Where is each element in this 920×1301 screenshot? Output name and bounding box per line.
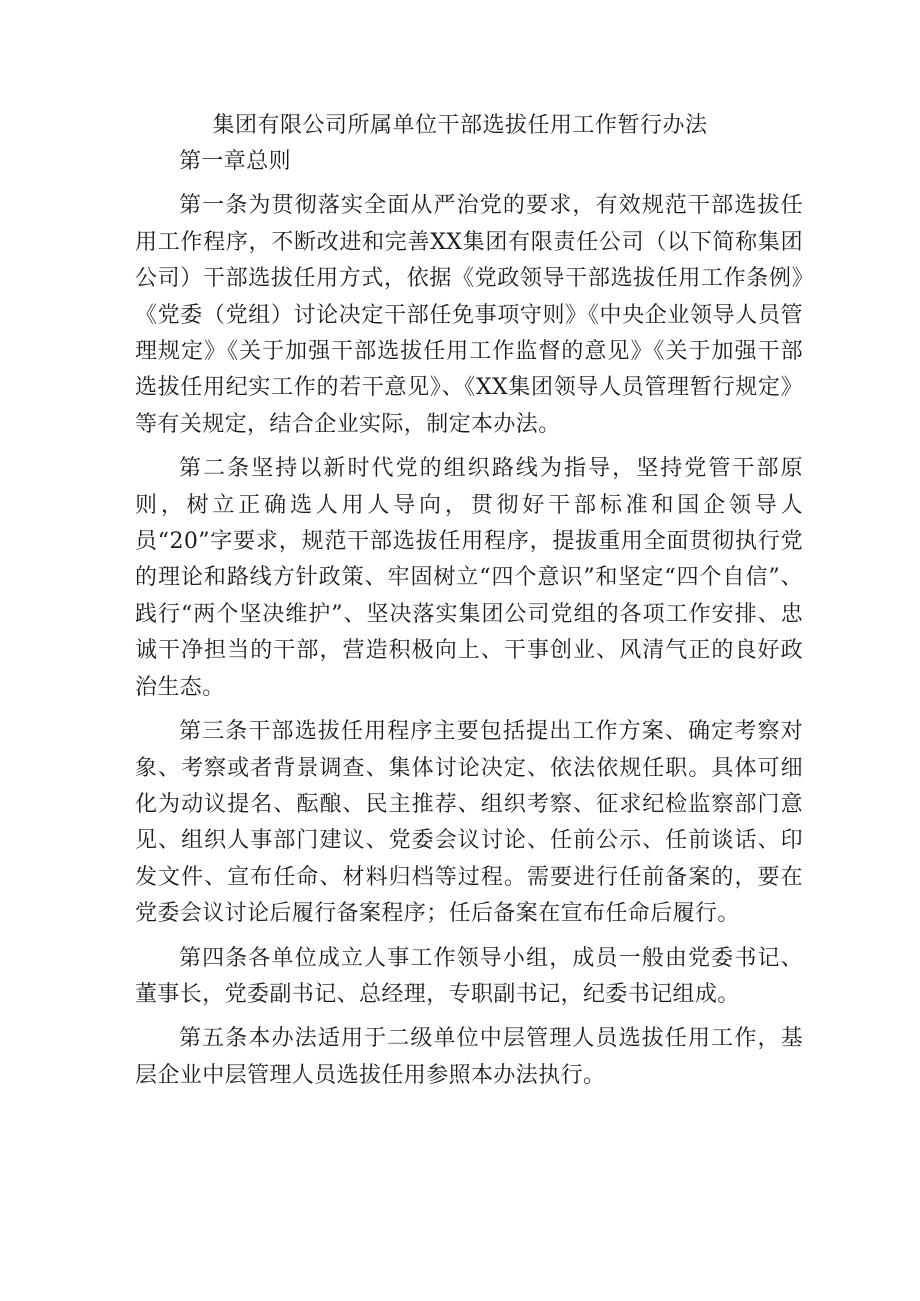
article-4-paragraph: 第四条各单位成立人事工作领导小组，成员一般由党委书记、董事长，党委副书记、总经理，专职副书记，纪委书记组成。 [135,945,803,1007]
article-1-paragraph: 第一条为贯彻落实全面从严治党的要求，有效规范干部选拔任用工作程序，不断改进和完善XX集团有限责任公司（以下简称集团公司）干部选拔任用方式，依据《党政领导干部选拔任用工作条例》《党委（党组）讨论决定干部任免事项守则》《中央企业领导人员管理规定》《关于加强干部选拔任用工作监督的意见》《关于加强干部选拔任用纪实工作的若干意见》、《XX集团领导人员管理暂行规定》等有关规定，结合企业实际，制定本办法。 [135,193,803,437]
document-body [135,144,803,1094]
article-5-paragraph: 第五条本办法适用于二级单位中层管理人员选拔任用工作，基层企业中层管理人员选拔任用参照本办法执行。 [135,1026,803,1088]
article-2-paragraph: 第二条坚持以新时代党的组织路线为指导，坚持党管干部原则，树立正确选人用人导向，贯彻好干部标准和国企领导人员“20”字要求，规范干部选拔任用程序，提拔重用全面贯彻执行党的理论和路线方针政策、牢固树立“四个意识”和坚定“四个自信”、践行“两个坚决维护”、坚决落实集团公司党组的各项工作安排、忠诚干净担当的干部，营造积极向上、干事创业、风清气正的良好政治生态。 [135,456,803,700]
document-title: 集团有限公司所属单位干部选拔任用工作暂行办法 [212,113,708,138]
chapter-heading: 第一章总则 [179,149,292,174]
article-3-paragraph: 第三条干部选拔任用程序主要包括提出工作方案、确定考察对象、考察或者背景调查、集体讨论决定、依法依规任职。具体可细化为动议提名、酝酿、民主推荐、组织考察、征求纪检监察部门意见、组织人事部门建议、党委会议讨论、任前公示、任前谈话、印发文件、宣布任命、材料归档等过程。需要进行任前备案的，要在党委会议讨论后履行备案程序；任后备案在宣布任命后履行。 [135,719,803,927]
